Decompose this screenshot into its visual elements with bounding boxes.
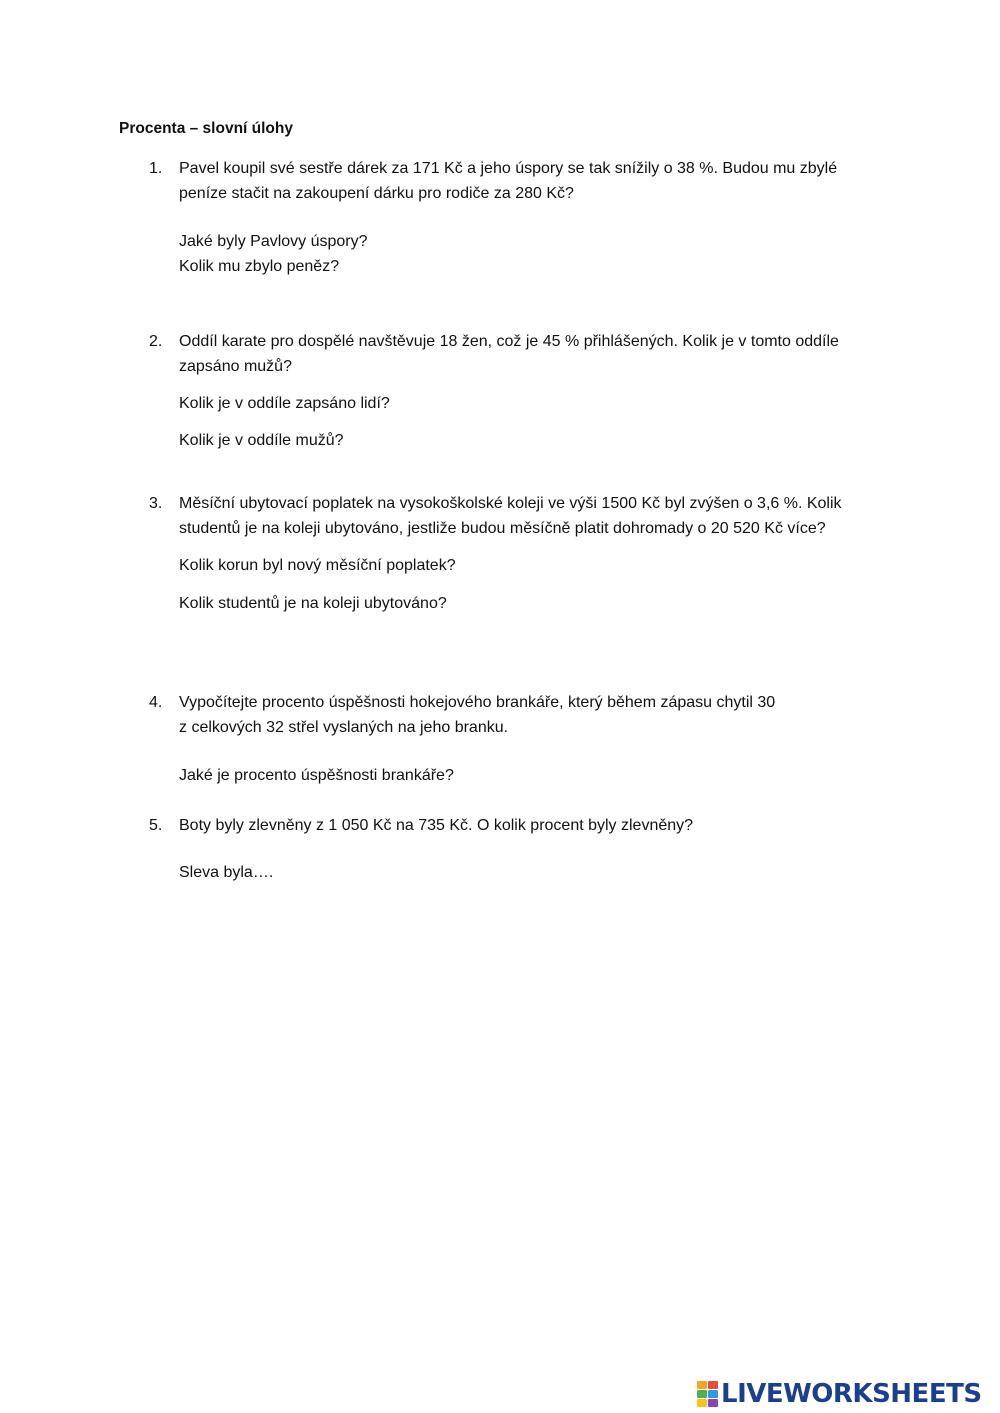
logo-mark-cell: [708, 1381, 718, 1389]
problem-1-question-1: Jaké byly Pavlovy úspory?: [179, 233, 368, 250]
problem-3-text-line-1: Měsíční ubytovací poplatek na vysokoškolské koleji ve výši 1500 Kč byl zvýšen o 3,6 %. Kolik: [179, 495, 842, 512]
problem-5-question-1: Sleva byla….: [179, 864, 274, 881]
problem-4-text-line-2: z celkových 32 střel vyslaných na jeho branku.: [179, 719, 509, 736]
problem-3-text-line-2: studentů je na koleji ubytováno, jestliže budou měsíčně platit dohromady o 20 520 Kč více?: [179, 520, 826, 537]
problem-3-question-1: Kolik korun byl nový měsíční poplatek?: [179, 557, 456, 574]
problem-2-text-line-1: Oddíl karate pro dospělé navštěvuje 18 žen, což je 45 % přihlášených. Kolik je v tomto oddíle: [179, 333, 839, 350]
problem-2-question-2: Kolik je v oddíle mužů?: [179, 432, 344, 449]
problem-1-text-line-2: peníze stačit na zakoupení dárku pro rodiče za 280 Kč?: [179, 185, 574, 202]
problem-2-question-1: Kolik je v oddíle zapsáno lidí?: [179, 395, 390, 412]
problem-1-question-2: Kolik mu zbylo peněz?: [179, 258, 340, 275]
problem-3-question-2: Kolik studentů je na koleji ubytováno?: [179, 595, 447, 612]
problem-5-number: 5.: [149, 817, 163, 834]
problem-3-number: 3.: [149, 495, 163, 512]
logo-mark-cell: [697, 1399, 707, 1407]
problem-2-number: 2.: [149, 333, 163, 350]
problem-1-number: 1.: [149, 160, 163, 177]
problem-5-text-line-1: Boty byly zlevněny z 1 050 Kč na 735 Kč. O kolik procent byly zlevněny?: [179, 817, 694, 834]
logo-mark-cell: [697, 1381, 707, 1389]
problem-2-text-line-2: zapsáno mužů?: [179, 358, 292, 375]
liveworksheets-logo: [697, 1378, 982, 1410]
logo-mark-icon: [697, 1381, 718, 1407]
problem-4-question-1: Jaké je procento úspěšnosti brankáře?: [179, 767, 454, 784]
logo-text: LIVEWORKSHEETS: [721, 1379, 982, 1409]
logo-mark-cell: [697, 1390, 707, 1398]
problem-1-text-line-1: Pavel koupil své sestře dárek za 171 Kč a jeho úspory se tak snížily o 38 %. Budou mu zbylé: [179, 160, 838, 177]
logo-mark-cell: [708, 1399, 718, 1407]
problem-4-number: 4.: [149, 694, 163, 711]
logo-mark-cell: [708, 1390, 718, 1398]
problem-4-text-line-1: Vypočítejte procento úspěšnosti hokejového brankáře, který během zápasu chytil 30: [179, 694, 776, 711]
page-title: Procenta – slovní úlohy: [119, 120, 293, 137]
